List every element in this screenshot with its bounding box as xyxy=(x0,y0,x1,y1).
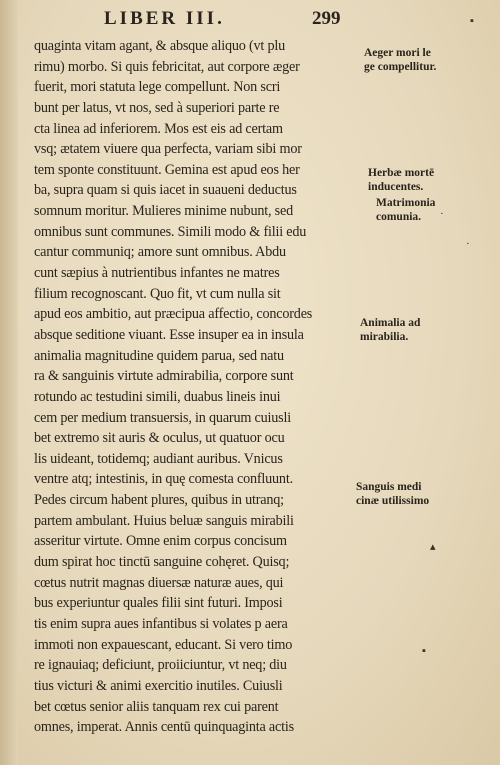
margin-note-line: mirabilia. xyxy=(360,331,409,343)
text-line: omnes, imperat. Annis centū quinquaginta actis xyxy=(34,719,294,736)
margin-note-line: ge compellitur. xyxy=(364,61,437,73)
ink-speck: · xyxy=(466,238,470,250)
text-line: immoti non expauescant, educant. Si vero timo xyxy=(34,636,293,653)
ink-speck: ▪ xyxy=(470,15,474,27)
text-line: fuerit, mori statuta lege compellunt. Non scri xyxy=(34,79,281,96)
text-line: ra & sanguinis virtute admirabilia, corpore sunt xyxy=(34,368,294,385)
text-line: vsq; ætatem viuere qua perfecta, variam sibi mor xyxy=(34,141,302,158)
margin-note-aeger xyxy=(364,46,436,74)
text-line: bet cœtus senior aliis tanquam rex cui parent xyxy=(34,698,279,715)
text-line: ba, supra quam si quis iacet in suaueni deductus xyxy=(34,182,297,199)
text-line: ventre atq; intestinis, in quę comesta confluunt. xyxy=(34,471,293,488)
margin-note-line: Aeger mori le xyxy=(364,47,431,59)
margin-note-herbae xyxy=(368,166,434,194)
text-line: quaginta vitam agant, & absque aliquo (vt plu xyxy=(34,38,286,54)
margin-note-line: Animalia ad xyxy=(360,317,421,329)
margin-note-line: cinæ utilissimo xyxy=(356,495,430,507)
text-line: bus experiuntur quales filii sint futuri. Imposi xyxy=(34,595,283,612)
text-line: omnibus sunt communes. Simili modo & filii edu xyxy=(34,223,307,240)
text-line: somnum moritur. Mulieres minime nubunt, sed xyxy=(34,203,293,220)
body-text xyxy=(34,36,364,738)
text-line: rimu) morbo. Si quis febricitat, aut corpore æger xyxy=(34,58,300,75)
text-line: bunt per latus, vt nos, sed à superiori parte re xyxy=(34,99,280,116)
text-line: cunt sæpius à nutrientibus infantes ne matres xyxy=(34,265,280,282)
text-line: rotundo ac testudini simili, duabus lineis inui xyxy=(34,388,281,405)
text-line: cem per medium transuersis, in quarum cuiusli xyxy=(34,409,291,426)
text-line: cœtus nutrit magnas diuersæ naturæ aues, qui xyxy=(34,574,284,591)
margin-note-line: Matrimonia xyxy=(376,197,436,209)
text-line: apud eos ambitio, aut præcipua affectio, concordes xyxy=(34,306,313,323)
text-line: partem ambulant. Huius beluæ sanguis mirabili xyxy=(34,512,294,529)
ink-speck: ▴ xyxy=(430,541,436,553)
text-line: asseritur virtute. Omne enim corpus concisum xyxy=(34,533,287,550)
text-line: cta linea ad inferiorem. Mos est eis ad certam xyxy=(34,120,283,137)
text-line: tius victuri & animi exercitio inutiles. Cuiusli xyxy=(34,677,283,694)
text-line: animalia magnitudine quidem parua, sed natu xyxy=(34,347,284,364)
margin-note-animalia xyxy=(360,316,420,344)
ink-speck: ▪ xyxy=(422,645,426,657)
margin-note-matrimonia xyxy=(376,196,435,224)
text-line: tem sponte constituunt. Gemina est apud eos her xyxy=(34,161,300,178)
running-head: LIBER III. xyxy=(104,8,225,29)
page-header xyxy=(0,6,500,34)
ink-speck: · xyxy=(440,208,444,220)
binding-gutter xyxy=(0,0,18,765)
text-line: bet extremo sit auris & oculus, ut quatuor ocu xyxy=(34,430,285,447)
text-line: Pedes circum habent plures, quibus in utranq; xyxy=(34,492,284,509)
text-line: lis uideant, totidemq; audiant auribus. Vnicus xyxy=(34,450,283,467)
page-number: 299 xyxy=(312,8,341,29)
text-line: dum spirat hoc tinctū sanguine cohęret. Quisq; xyxy=(34,554,290,571)
text-line: re ignauiaq; deficiunt, proiiciuntur, vt neq; diu xyxy=(34,657,287,674)
margin-note-line: inducentes. xyxy=(368,181,424,193)
margin-note-line: Herbæ mortē xyxy=(368,167,435,179)
text-line: filium recognoscant. Quo fit, vt cum nulla sit xyxy=(34,285,281,302)
text-line: tis enim supra aues infantibus si volates p aera xyxy=(34,615,288,632)
margin-note-line: comunia. xyxy=(376,211,422,223)
margin-note-sanguis xyxy=(356,480,429,508)
margin-note-line: Sanguis medi xyxy=(356,481,422,493)
text-line: cantur communiq; amore sunt omnibus. Abdu xyxy=(34,244,286,261)
text-line: absque seditione viuant. Esse insuper ea in insula xyxy=(34,326,304,343)
